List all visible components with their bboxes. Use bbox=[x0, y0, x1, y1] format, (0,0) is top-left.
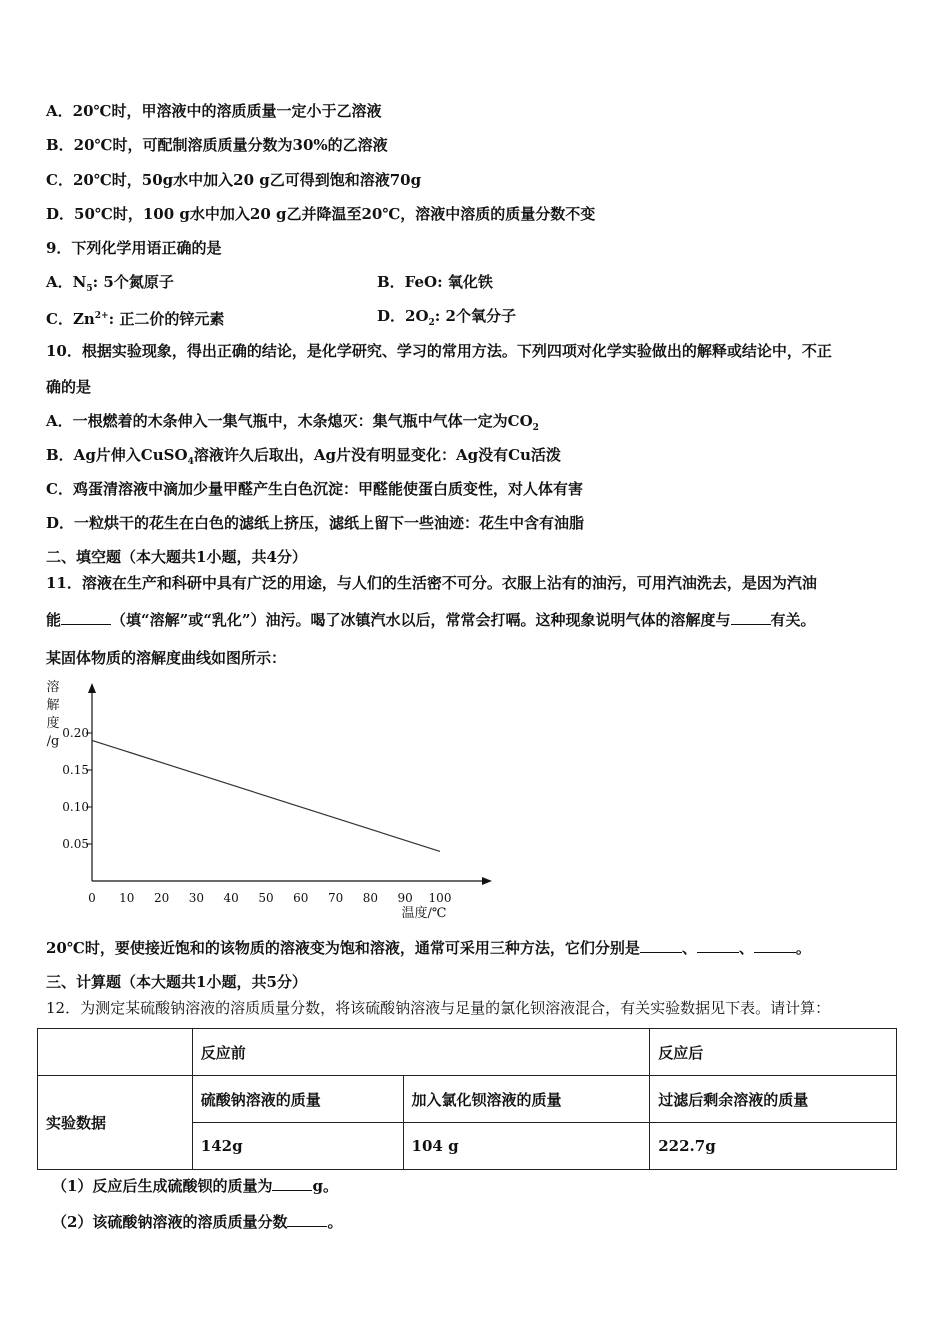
x-tick-label: 70 bbox=[327, 891, 344, 905]
answer-blank[interactable] bbox=[754, 938, 796, 953]
y-tick-label: 0.20 bbox=[62, 726, 89, 740]
q10-stem-line2: 确的是 bbox=[46, 378, 92, 396]
y-axis-label: 溶 bbox=[46, 680, 60, 695]
x-tick-label: 30 bbox=[188, 891, 205, 905]
q9-row-ab bbox=[46, 272, 906, 299]
table-header-cell: 加入氯化钡溶液的质量 bbox=[403, 1076, 650, 1123]
q10-option-a: A．一根燃着的木条伸入一集气瓶中，木条熄灭：集气瓶中气体一定为$CO_2$ bbox=[46, 412, 539, 433]
table-header-cell: 过滤后剩余溶液的质量 bbox=[650, 1076, 897, 1123]
q8-option-b: B．20℃时，可配制溶质质量分数为30%的乙溶液 bbox=[46, 136, 388, 154]
q9-option-a: A．$N_5$: 5个氮原子 bbox=[46, 273, 174, 294]
q10-option-d: D．一粒烘干的花生在白色的滤纸上挤压，滤纸上留下一些油迹：花生中含有油脂 bbox=[46, 514, 585, 532]
x-tick-label: 10 bbox=[119, 891, 135, 905]
answer-blank[interactable] bbox=[697, 938, 739, 953]
table-row bbox=[38, 1029, 897, 1076]
section2-title: 二、填空题（本大题共1小题，共4分） bbox=[46, 548, 307, 566]
table-value-cell: 142g bbox=[192, 1123, 403, 1170]
y-tick-label: 0.15 bbox=[62, 763, 89, 777]
x-axis-label: 温度/℃ bbox=[401, 906, 447, 921]
x-tick-label: 0 bbox=[88, 891, 96, 905]
y-axis-label: 度 bbox=[46, 716, 60, 731]
table-value-cell: 104 g bbox=[403, 1123, 650, 1170]
q8-option-a: A．20℃时，甲溶液中的溶质质量一定小于乙溶液 bbox=[46, 102, 382, 120]
x-tick-label: 100 bbox=[428, 891, 452, 905]
q8-option-d: D．50℃时，100 g水中加入20 g乙并降温至20℃，溶液中溶质的质量分数不变 bbox=[46, 205, 596, 223]
table-header-after: 反应后 bbox=[650, 1029, 897, 1076]
q9-stem: 9．下列化学用语正确的是 bbox=[46, 239, 222, 257]
x-tick-label: 60 bbox=[293, 891, 309, 905]
experiment-data-table bbox=[37, 1028, 897, 1170]
q9-row-cd bbox=[46, 306, 906, 329]
q12-stem: 12．为测定某硫酸钠溶液的溶质质量分数，将该硫酸钠溶液与足量的氯化钡溶液混合，有关实验数据见下表。请计算： bbox=[46, 999, 831, 1017]
table-header-before: 反应前 bbox=[192, 1029, 649, 1076]
x-tick-label: 80 bbox=[362, 891, 379, 905]
answer-blank[interactable] bbox=[640, 938, 682, 953]
solubility-chart bbox=[40, 675, 500, 925]
q11-line2: 能 （填“溶解”或“乳化”）油污。喝了冰镇汽水以后，常常会打嗝。这种现象说明气体的溶解度与 有关。 bbox=[46, 611, 816, 629]
answer-blank[interactable] bbox=[287, 1212, 327, 1227]
answer-blank[interactable] bbox=[272, 1176, 312, 1191]
q10-option-c: C．鸡蛋清溶液中滴加少量甲醛产生白色沉淀：甲醛能使蛋白质变性，对人体有害 bbox=[46, 480, 583, 498]
q10-stem-line1: 10．根据实验现象，得出正确的结论，是化学研究、学习的常用方法。下列四项对化学实验做出的解释或结论中，不正 bbox=[46, 342, 832, 360]
y-tick-label: 0.10 bbox=[62, 800, 89, 814]
answer-blank[interactable] bbox=[731, 610, 771, 625]
answer-blank[interactable] bbox=[61, 610, 111, 625]
q11-line3: 某固体物质的溶解度曲线如图所示： bbox=[46, 649, 287, 667]
x-axis-arrow bbox=[482, 877, 492, 885]
q9-option-d: D．$2O_2$: 2个氧分子 bbox=[377, 307, 516, 328]
x-tick-label: 50 bbox=[258, 891, 274, 905]
x-tick-label: 40 bbox=[223, 891, 239, 905]
q11-line4: 20℃时，要使接近饱和的该物质的溶液变为饱和溶液，通常可采用三种方法，它们分别是 、 、 。 bbox=[46, 939, 811, 957]
y-axis-arrow bbox=[88, 683, 96, 693]
q8-option-c: C．20℃时，50g水中加入20 g乙可得到饱和溶液70g bbox=[46, 171, 422, 189]
q10-option-b: B．Ag片伸入CuSO$_4$溶液许久后取出，Ag片没有明显变化：Ag没有Cu活泼 bbox=[46, 446, 561, 467]
y-axis-label: 解 bbox=[46, 698, 60, 713]
table-value-cell: 222.7g bbox=[650, 1123, 897, 1170]
y-tick-label: 0.05 bbox=[62, 837, 89, 851]
q9-option-b: B．FeO: 氧化铁 bbox=[377, 273, 493, 291]
q11-line1: 11．溶液在生产和科研中具有广泛的用途，与人们的生活密不可分。衣服上沾有的油污，可用汽油洗去，是因为汽油 bbox=[46, 574, 817, 592]
table-row-label: 实验数据 bbox=[38, 1076, 193, 1170]
table-row bbox=[38, 1076, 897, 1123]
q12-sub1: （1）反应后生成硫酸钡的质量为 g。 bbox=[52, 1177, 338, 1195]
x-tick-label: 90 bbox=[397, 891, 413, 905]
section3-title: 三、计算题（本大题共1小题，共5分） bbox=[46, 973, 307, 991]
q12-sub2: （2）该硫酸钠溶液的溶质质量分数 。 bbox=[52, 1213, 343, 1231]
table-header-cell: 硫酸钠溶液的质量 bbox=[192, 1076, 403, 1123]
table-cell-empty bbox=[38, 1029, 193, 1076]
y-axis-label: /g bbox=[46, 734, 60, 749]
q9-option-c: C．$Zn^{2+}$: 正二价的锌元素 bbox=[46, 310, 225, 328]
x-tick-label: 20 bbox=[153, 891, 170, 905]
solubility-curve bbox=[92, 740, 440, 851]
